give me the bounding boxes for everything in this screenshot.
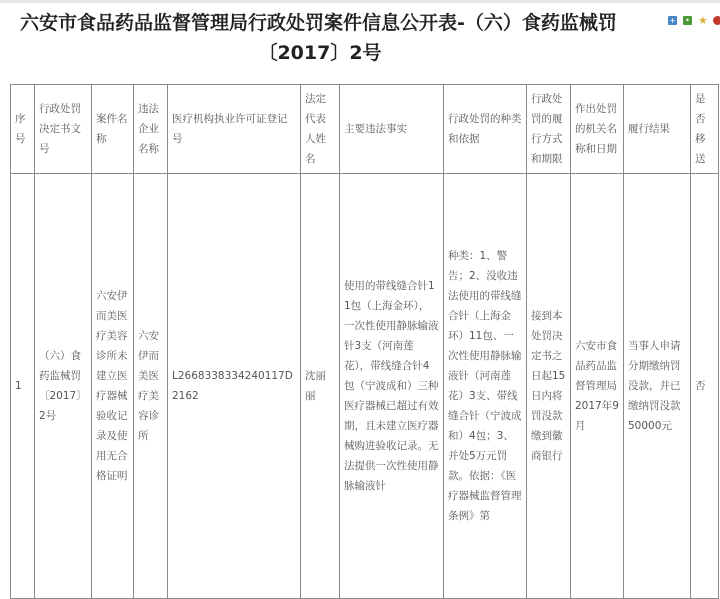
page-title <box>0 8 640 68</box>
header-cell: 医疗机构执业许可证登记号 <box>168 85 301 174</box>
plus-share-icon[interactable]: + <box>669 16 676 25</box>
penalty-type-basis: 种类：1、警告；2、没收违法使用的带线缝合针（上海金环）11包、一次性使用静脉输液针（河南莲花）3支、带线缝合针（宁波成和）4包；3、并处5万元罚款。依据：《医疗器械监督管理条例》第 <box>444 174 527 599</box>
header-cell: 行政处罚决定书文号 <box>35 85 92 174</box>
header-cell: 违法企业名称 <box>134 85 168 174</box>
header-cell: 是否移送 <box>691 85 719 174</box>
legal-representative: 沈丽丽 <box>301 174 340 599</box>
license-number: L2668338334240117D2162 <box>168 174 301 599</box>
weibo-icon[interactable] <box>713 16 720 25</box>
header-cell: 法定代表人姓名 <box>301 85 340 174</box>
top-border <box>0 0 720 3</box>
decision-number: （六）食药监械罚〔2017〕2号 <box>35 174 92 599</box>
company-name: 六安伊而美医疗美容诊所 <box>134 174 168 599</box>
header-cell: 作出处罚的机关名称和日期 <box>571 85 624 174</box>
case-name: 六安伊而美医疗美容诊所未建立医疗器械验收记录及使用无合格证明 <box>92 174 134 599</box>
header-cell: 履行结果 <box>624 85 691 174</box>
transferred: 否 <box>691 174 719 599</box>
table-header-row <box>11 85 719 174</box>
wechat-share-icon[interactable]: • <box>683 16 692 25</box>
share-toolbar <box>668 16 720 25</box>
row-index: 1 <box>11 174 35 599</box>
star-icon[interactable]: ★ <box>698 14 708 27</box>
violation-facts: 使用的带线缝合针11包（上海金环），一次性使用静脉输液针3支（河南莲花），带线缝合针4包（宁波成和）三种医疗器械已超过有效期，且未建立医疗器械购进验收记录。无法提供一次性使用静脉输液针 <box>340 174 444 599</box>
execution-method: 接到本处罚决定书之日起15日内将罚没款缴到徽商银行 <box>527 174 571 599</box>
table-row <box>11 174 719 599</box>
header-cell: 序号 <box>11 85 35 174</box>
header-cell: 行政处罚的种类和依据 <box>444 85 527 174</box>
title-line-2: 〔2017〕2号 <box>258 42 382 64</box>
title-line-1: 六安市食品药品监督管理局行政处罚案件信息公开表-（六）食药监械罚 <box>20 12 617 34</box>
execution-result: 当事人申请分期缴纳罚没款，并已缴纳罚没款50000元 <box>624 174 691 599</box>
header-cell: 主要违法事实 <box>340 85 444 174</box>
header-cell: 案件名称 <box>92 85 134 174</box>
authority-date: 六安市食品药品监督管理局2017年9月 <box>571 174 624 599</box>
header-cell: 行政处罚的履行方式和期限 <box>527 85 571 174</box>
penalty-info-table <box>10 84 719 599</box>
